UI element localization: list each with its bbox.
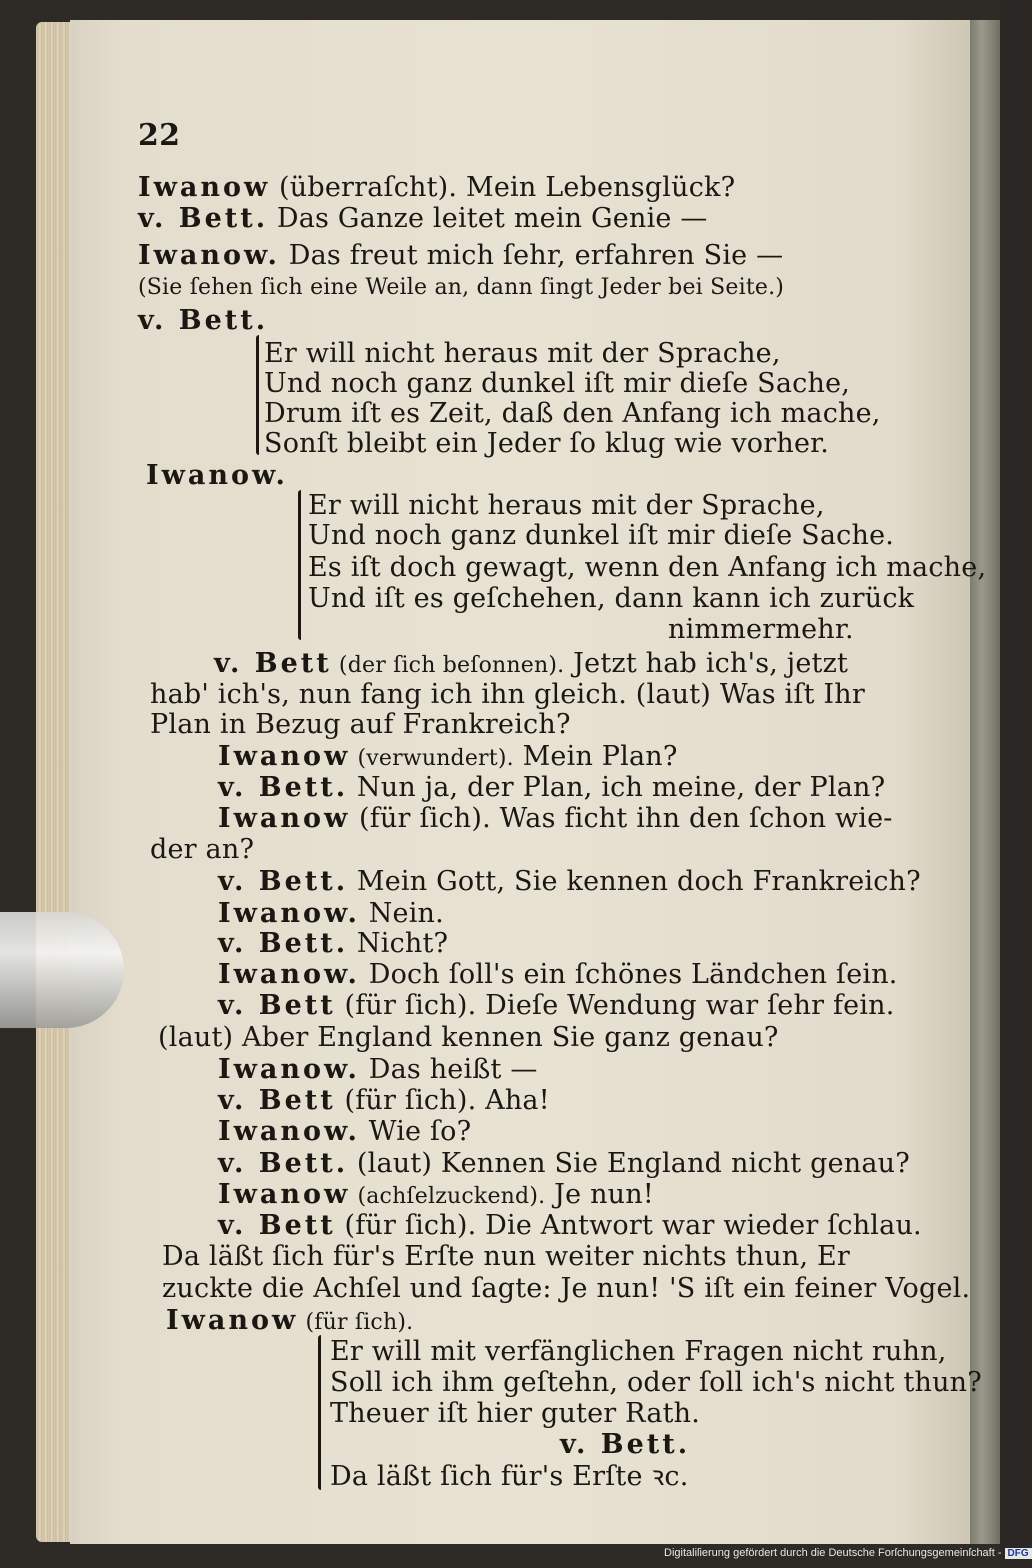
verse-line: Sonſt bleibt ein Jeder ſo klug wie vorher.	[264, 428, 830, 459]
verse-line: Drum iſt es Zeit, daß den Anfang ich mache,	[264, 398, 881, 429]
text-line: Iwanow. Das freut mich ſehr, erfahren Sie —	[138, 240, 784, 271]
text-line: der an?	[150, 834, 255, 865]
page-number: 22	[138, 118, 181, 153]
verse-line: Soll ich ihm geſtehn, oder ſoll ich's nicht thun?	[330, 1367, 982, 1398]
text-line: v. Bett. Nun ja, der Plan, ich meine, der Plan?	[218, 772, 886, 803]
brace-iwanow-song-2	[318, 1335, 321, 1490]
text-line: v. Bett (für ſich). Aha!	[218, 1085, 550, 1116]
speaker-line: v. Bett.	[560, 1429, 691, 1460]
text-line: Iwanow (für ſich). Was ficht ihn den ſchon wie-	[218, 803, 893, 834]
speaker-line: Iwanow (für ſich).	[166, 1305, 414, 1336]
text-line: Da läßt ſich für's Erſte nun weiter nichts thun, Er	[162, 1241, 851, 1272]
text-line: Iwanow. Nein.	[218, 898, 444, 929]
digitization-credit	[664, 1547, 1029, 1565]
verse-line: Theuer iſt hier guter Rath.	[330, 1398, 701, 1429]
brace-iwanow-song	[298, 490, 301, 640]
verse-line: Es iſt doch gewagt, wenn den Anfang ich mache,	[308, 552, 987, 583]
text-line: v. Bett (der ſich beſonnen). Jetzt hab ich's, jetzt	[214, 648, 849, 679]
verse-line: Er will mit verfänglichen Fragen nicht ruhn,	[330, 1336, 947, 1367]
text-line: v. Bett. Mein Gott, Sie kennen doch Frankreich?	[218, 866, 921, 897]
dfg-logo: DFG	[1005, 1548, 1032, 1559]
speaker-line: v. Bett.	[138, 305, 269, 336]
text-line: v. Bett. Nicht?	[218, 928, 449, 959]
text-line: Plan in Bezug auf Frankreich?	[150, 709, 571, 740]
text-line: Iwanow. Das heißt —	[218, 1054, 538, 1085]
speaker-line: Iwanow.	[146, 460, 288, 491]
text-line: v. Bett (für ſich). Dieſe Wendung war ſehr fein.	[218, 990, 895, 1021]
credit-text: Digitaliſierung gefördert durch die Deutsche Forſchungsgemeinſchaft -	[664, 1547, 1002, 1559]
verse-line: Er will nicht heraus mit der Sprache,	[308, 490, 825, 521]
text-line: Iwanow. Wie ſo?	[218, 1116, 472, 1147]
brace-bett-song	[256, 335, 259, 455]
text-line: Iwanow (verwundert). Mein Plan?	[218, 741, 678, 772]
verse-line: Und iſt es geſchehen, dann kann ich zurück	[308, 583, 915, 614]
text-line: (laut) Aber England kennen Sie ganz genau?	[158, 1022, 779, 1053]
verse-line: Und noch ganz dunkel iſt mir dieſe Sache,	[264, 368, 851, 399]
text-line: Iwanow. Doch ſoll's ein ſchönes Ländchen ſein.	[218, 959, 898, 990]
verse-line: Und noch ganz dunkel iſt mir dieſe Sache.	[308, 520, 895, 551]
text-line: v. Bett. Das Ganze leitet mein Genie —	[138, 203, 708, 234]
text-line: zuckte die Achſel und ſagte: Je nun! 'S iſt ein feiner Vogel.	[162, 1273, 971, 1304]
text-line: Iwanow (achſelzuckend). Je nun!	[218, 1179, 654, 1210]
text-line: v. Bett. (laut) Kennen Sie England nicht genau?	[218, 1148, 910, 1179]
text-line: Iwanow (überraſcht). Mein Lebensglück?	[138, 172, 736, 203]
text-line: hab' ich's, nun fang ich ihn gleich. (laut) Was iſt Ihr	[150, 679, 865, 710]
text-line: v. Bett (für ſich). Die Antwort war wieder ſchlau.	[218, 1210, 922, 1241]
stage-direction: (Sie ſehen ſich eine Weile an, dann ſingt Jeder bei Seite.)	[138, 275, 785, 300]
verse-line: Da läßt ſich für's Erſte ꝛc.	[330, 1461, 689, 1492]
verse-line: nimmermehr.	[668, 614, 854, 645]
verse-line: Er will nicht heraus mit der Sprache,	[264, 338, 781, 369]
